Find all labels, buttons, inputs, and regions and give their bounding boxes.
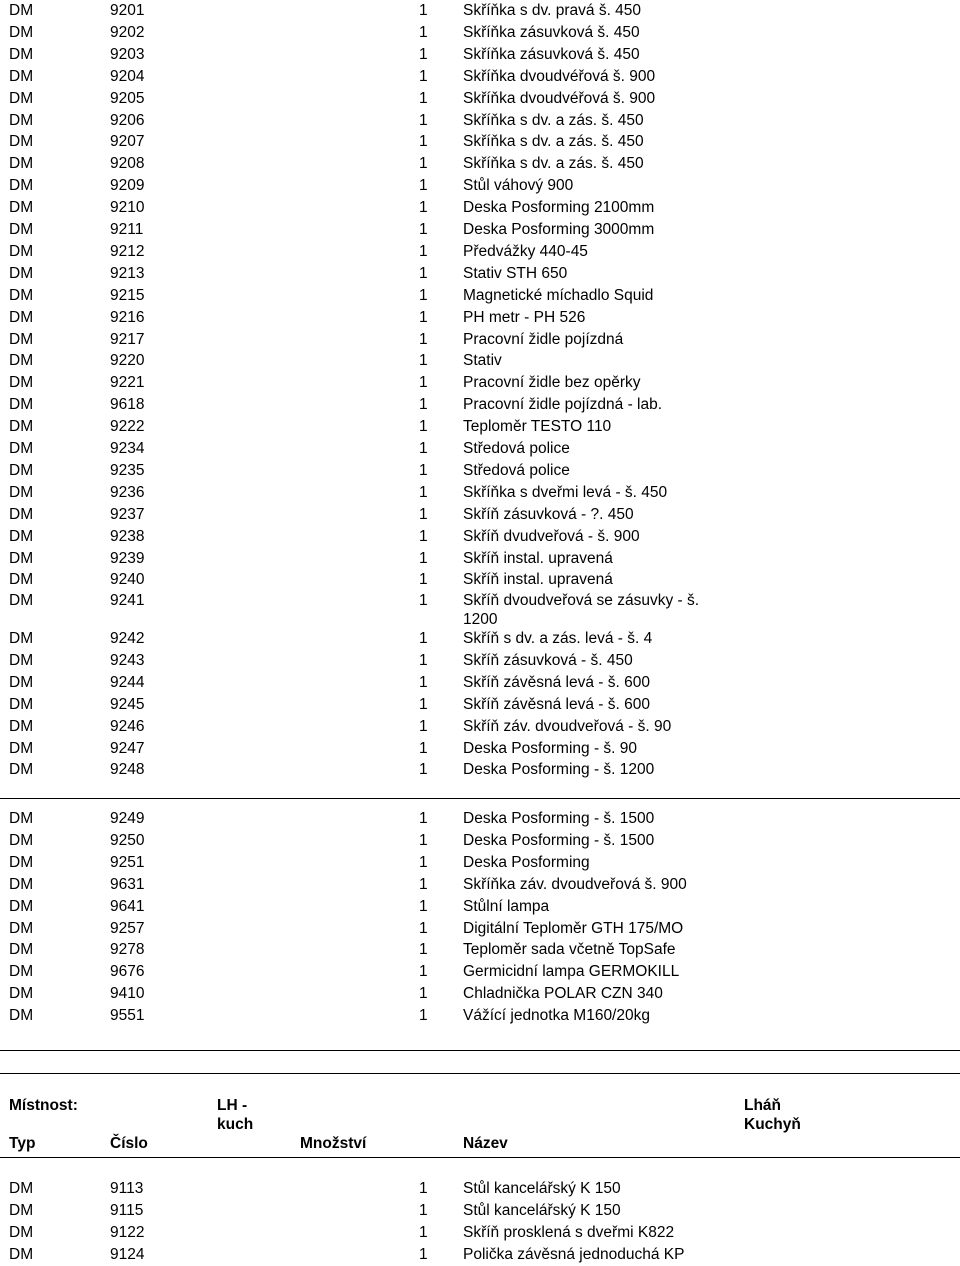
- cell-quantity: 1: [419, 1245, 428, 1263]
- cell-number: 9243: [110, 651, 145, 669]
- cell-type: DM: [9, 89, 34, 107]
- cell-number: 9113: [110, 1180, 144, 1197]
- cell-name: Skříňka záv. dvoudveřová š. 900: [463, 875, 687, 893]
- cell-number: 9257: [110, 919, 145, 937]
- cell-number: 9204: [110, 67, 145, 85]
- cell-number: 9278: [110, 941, 145, 959]
- cell-name: Předvážky 440-45: [463, 242, 588, 260]
- cell-name: Skříň závěsná levá - š. 600: [463, 695, 650, 713]
- cell-name: Stůlní lampa: [463, 897, 550, 915]
- cell-name: Stůl kancelářský K 150: [463, 1201, 621, 1219]
- cell-type: DM: [9, 1223, 34, 1241]
- cell-type: DM: [9, 461, 34, 479]
- cell-quantity: 1: [419, 23, 428, 41]
- cell-quantity: 1: [419, 418, 428, 436]
- cell-type: DM: [9, 897, 34, 915]
- table-row: [0, 460, 960, 482]
- cell-quantity: 1: [419, 45, 428, 63]
- cell-type: DM: [9, 831, 34, 849]
- cell-quantity: 1: [419, 505, 428, 523]
- room-code-line1: LH -: [217, 1097, 248, 1114]
- cell-name: Deska Posforming - š. 90: [463, 739, 638, 757]
- cell-name: Teploměr sada včetně TopSafe: [463, 941, 676, 959]
- cell-name: PH metr - PH 526: [463, 308, 586, 326]
- table-row: [0, 983, 960, 1005]
- cell-type: DM: [9, 2, 34, 19]
- cell-number: 9115: [110, 1201, 144, 1219]
- cell-name: Pracovní židle pojízdná: [463, 330, 624, 348]
- cell-number: 9207: [110, 133, 145, 151]
- cell-type: DM: [9, 527, 34, 545]
- cell-quantity: 1: [419, 985, 428, 1003]
- table-row: [0, 650, 960, 672]
- cell-name: Stůl váhový 900: [463, 177, 574, 195]
- cell-quantity: 1: [419, 831, 428, 849]
- cell-quantity: 1: [419, 111, 428, 129]
- table-row: [0, 66, 960, 88]
- cell-name: Skříň zásuvková - ?. 450: [463, 505, 634, 523]
- cell-quantity: 1: [419, 133, 428, 151]
- table-row: [0, 0, 960, 22]
- cell-quantity: 1: [419, 330, 428, 348]
- cell-type: DM: [9, 111, 34, 129]
- cell-type: DM: [9, 630, 34, 647]
- cell-name: Deska Posforming 3000mm: [463, 221, 655, 238]
- table-row: [0, 197, 960, 219]
- cell-quantity: 1: [419, 695, 428, 713]
- cell-number: 9242: [110, 630, 145, 647]
- room-code-line2: kuch: [217, 1116, 254, 1133]
- cell-number: 9238: [110, 527, 145, 545]
- table-row: [0, 852, 960, 874]
- cell-name: Skříň instal. upravená: [463, 549, 613, 567]
- table-row: [0, 716, 960, 738]
- cell-quantity: 1: [419, 89, 428, 107]
- cell-type: DM: [9, 155, 34, 173]
- cell-type: DM: [9, 1245, 34, 1263]
- table-row: [0, 918, 960, 940]
- cell-quantity: 1: [419, 308, 428, 326]
- cell-quantity: 1: [419, 1007, 428, 1025]
- cell-type: DM: [9, 1201, 34, 1219]
- cell-type: DM: [9, 133, 34, 151]
- cell-type: DM: [9, 242, 34, 260]
- cell-type: DM: [9, 374, 34, 392]
- cell-type: DM: [9, 592, 34, 609]
- cell-type: DM: [9, 199, 34, 217]
- cell-number: 9220: [110, 352, 145, 370]
- cell-type: DM: [9, 177, 34, 195]
- cell-number: 9213: [110, 264, 145, 282]
- divider-line: [0, 1050, 960, 1051]
- cell-quantity: 1: [419, 1180, 428, 1197]
- cell-quantity: 1: [419, 919, 428, 937]
- cell-name: Digitální Teploměr GTH 175/MO: [463, 919, 684, 937]
- table-row: [0, 416, 960, 438]
- cell-type: DM: [9, 761, 34, 779]
- cell-type: DM: [9, 23, 34, 41]
- table-row: [0, 131, 960, 153]
- cell-type: DM: [9, 505, 34, 523]
- cell-number: 9618: [110, 396, 145, 414]
- table-row: [0, 830, 960, 852]
- cell-name: Skříňka s dveřmi levá - š. 450: [463, 483, 668, 501]
- table-row: [0, 307, 960, 329]
- cell-type: DM: [9, 352, 34, 370]
- cell-name: Středová police: [463, 461, 570, 479]
- cell-name: Středová police: [463, 440, 570, 457]
- cell-quantity: 1: [419, 571, 428, 589]
- table-row: [0, 482, 960, 504]
- cell-type: DM: [9, 919, 34, 937]
- cell-quantity: 1: [419, 1201, 428, 1219]
- cell-quantity: 1: [419, 2, 428, 19]
- cell-quantity: 1: [419, 963, 428, 981]
- cell-type: DM: [9, 875, 34, 893]
- cell-quantity: 1: [419, 549, 428, 567]
- cell-type: DM: [9, 286, 34, 304]
- cell-type: DM: [9, 45, 34, 63]
- table-row: [0, 263, 960, 285]
- cell-number: 9247: [110, 739, 145, 757]
- table-row: [0, 1178, 960, 1200]
- cell-name: Magnetické míchadlo Squid: [463, 286, 654, 304]
- cell-quantity: 1: [419, 396, 428, 414]
- cell-type: DM: [9, 941, 34, 959]
- cell-name: Skříňka zásuvková š. 450: [463, 23, 640, 41]
- cell-quantity: 1: [419, 941, 428, 959]
- cell-quantity: 1: [419, 592, 428, 609]
- cell-number: 9237: [110, 505, 145, 523]
- table-row: [0, 738, 960, 760]
- divider-line: [0, 1073, 960, 1074]
- cell-name: Skříňka s dv. a zás. š. 450: [463, 133, 644, 151]
- cell-quantity: 1: [419, 761, 428, 779]
- cell-quantity: 1: [419, 853, 428, 871]
- cell-name: Skříňka s dv. a zás. š. 450: [463, 111, 644, 129]
- cell-quantity: 1: [419, 177, 428, 195]
- divider-line: [0, 1157, 960, 1158]
- column-header-name: Název: [463, 1135, 508, 1152]
- cell-name: Skříň záv. dvoudveřová - š. 90: [463, 717, 672, 735]
- cell-type: DM: [9, 483, 34, 501]
- cell-quantity: 1: [419, 1223, 428, 1241]
- table-row: [0, 672, 960, 694]
- table-row: [0, 896, 960, 918]
- table-row: [0, 759, 960, 781]
- cell-number: 9631: [110, 875, 145, 893]
- table-row: [0, 219, 960, 241]
- cell-quantity: 1: [419, 527, 428, 545]
- cell-name: Deska Posforming - š. 1500: [463, 810, 655, 827]
- cell-type: DM: [9, 440, 34, 457]
- cell-quantity: 1: [419, 717, 428, 735]
- cell-name: Skříň dvudveřová - š. 900: [463, 527, 640, 545]
- cell-name: Vážící jednotka M160/20kg: [463, 1007, 650, 1025]
- cell-quantity: 1: [419, 483, 428, 501]
- cell-number: 9201: [110, 2, 145, 19]
- cell-type: DM: [9, 308, 34, 326]
- cell-name: Deska Posforming 2100mm: [463, 199, 655, 217]
- cell-type: DM: [9, 330, 34, 348]
- cell-number: 9239: [110, 549, 145, 567]
- cell-number: 9222: [110, 418, 145, 436]
- cell-name: Skříňka s dv. a zás. š. 450: [463, 155, 644, 173]
- cell-name: Skříň s dv. a zás. levá - š. 4: [463, 630, 653, 647]
- table-row: [0, 88, 960, 110]
- table-row: [0, 372, 960, 394]
- cell-quantity: 1: [419, 440, 428, 457]
- room-name-line1: Lháň: [744, 1097, 782, 1114]
- cell-number: 9215: [110, 286, 145, 304]
- cell-number: 9211: [110, 221, 144, 238]
- cell-name: Skříň instal. upravená: [463, 571, 613, 589]
- cell-type: DM: [9, 1007, 34, 1025]
- room-code: [217, 1096, 253, 1134]
- cell-number: 9245: [110, 695, 145, 713]
- table-row: [0, 694, 960, 716]
- cell-quantity: 1: [419, 810, 428, 827]
- cell-name-continued: 1200: [463, 611, 498, 628]
- cell-type: DM: [9, 853, 34, 871]
- cell-number: 9551: [110, 1007, 145, 1025]
- cell-number: 9246: [110, 717, 145, 735]
- table-row: [0, 569, 960, 591]
- cell-number: 9244: [110, 673, 145, 691]
- cell-number: 9202: [110, 23, 145, 41]
- table-row: [0, 1222, 960, 1244]
- room-name: [744, 1096, 801, 1134]
- cell-quantity: 1: [419, 221, 428, 238]
- table-row: [0, 110, 960, 132]
- cell-number: 9208: [110, 155, 145, 173]
- cell-number: 9236: [110, 483, 145, 501]
- table-row: [0, 808, 960, 830]
- table-row: [0, 175, 960, 197]
- cell-number: 9210: [110, 199, 145, 217]
- cell-number: 9250: [110, 831, 145, 849]
- table-row: [0, 241, 960, 263]
- table-row: [0, 1200, 960, 1222]
- cell-type: DM: [9, 221, 34, 238]
- divider-line: [0, 798, 960, 799]
- cell-number: 9641: [110, 897, 145, 915]
- cell-number: 9124: [110, 1245, 145, 1263]
- cell-type: DM: [9, 963, 34, 981]
- cell-quantity: 1: [419, 352, 428, 370]
- cell-type: DM: [9, 739, 34, 757]
- table-row: [0, 1244, 960, 1266]
- table-row: [0, 1005, 960, 1027]
- cell-quantity: 1: [419, 67, 428, 85]
- cell-quantity: 1: [419, 651, 428, 669]
- cell-number: 9248: [110, 761, 145, 779]
- table-row: [0, 504, 960, 526]
- table-row: [0, 350, 960, 372]
- cell-number: 9205: [110, 89, 145, 107]
- cell-number: 9212: [110, 242, 145, 260]
- table-row: [0, 628, 960, 650]
- column-header-type: Typ: [9, 1135, 36, 1152]
- cell-name: Skříňka dvoudvéřová š. 900: [463, 89, 656, 107]
- cell-number: 9221: [110, 374, 145, 392]
- cell-number: 9209: [110, 177, 145, 195]
- cell-number: 9234: [110, 440, 145, 457]
- cell-number: 9241: [110, 592, 145, 609]
- cell-number: 9122: [110, 1223, 145, 1241]
- table-row: [0, 153, 960, 175]
- cell-number: 9251: [110, 853, 145, 871]
- cell-number: 9235: [110, 461, 145, 479]
- table-row: [0, 394, 960, 416]
- table-row: [0, 44, 960, 66]
- cell-type: DM: [9, 673, 34, 691]
- table-row: [0, 961, 960, 983]
- cell-type: DM: [9, 695, 34, 713]
- table-row: [0, 526, 960, 548]
- room-name-line2: Kuchyň: [744, 1116, 801, 1133]
- cell-number: 9249: [110, 810, 145, 827]
- cell-name: Pracovní židle pojízdná - lab.: [463, 396, 663, 414]
- cell-type: DM: [9, 264, 34, 282]
- cell-name: Teploměr TESTO 110: [463, 418, 612, 436]
- cell-name: Chladnička POLAR CZN 340: [463, 985, 663, 1003]
- cell-number: 9203: [110, 45, 145, 63]
- table-row: [0, 285, 960, 307]
- cell-name: Deska Posforming - š. 1500: [463, 831, 655, 849]
- table-row: [0, 874, 960, 896]
- cell-name: Skříňka s dv. pravá š. 450: [463, 2, 642, 19]
- cell-quantity: 1: [419, 199, 428, 217]
- cell-quantity: 1: [419, 673, 428, 691]
- cell-quantity: 1: [419, 155, 428, 173]
- cell-name: Skříňka zásuvková š. 450: [463, 45, 640, 63]
- cell-name: Stativ STH 650: [463, 264, 568, 282]
- table-row: [0, 939, 960, 961]
- room-label: Místnost:: [9, 1097, 78, 1114]
- cell-name: Stativ: [463, 352, 502, 370]
- cell-type: DM: [9, 67, 34, 85]
- cell-number: 9410: [110, 985, 145, 1003]
- cell-name: Stůl kancelářský K 150: [463, 1180, 621, 1197]
- table-row: [0, 548, 960, 570]
- cell-quantity: 1: [419, 461, 428, 479]
- cell-name: Deska Posforming: [463, 853, 590, 871]
- cell-type: DM: [9, 985, 34, 1003]
- cell-name: Polička závěsná jednoduchá KP: [463, 1245, 685, 1263]
- cell-number: 9206: [110, 111, 145, 129]
- table-row: [0, 438, 960, 460]
- cell-name: Skříň zásuvková - š. 450: [463, 651, 633, 669]
- cell-quantity: 1: [419, 739, 428, 757]
- cell-type: DM: [9, 549, 34, 567]
- cell-name: Skříň závěsná levá - š. 600: [463, 673, 650, 691]
- cell-name: Germicidní lampa GERMOKILL: [463, 963, 680, 981]
- cell-quantity: 1: [419, 875, 428, 893]
- cell-quantity: 1: [419, 242, 428, 260]
- cell-type: DM: [9, 571, 34, 589]
- cell-number: 9216: [110, 308, 145, 326]
- cell-quantity: 1: [419, 897, 428, 915]
- column-header-number: Číslo: [110, 1135, 148, 1152]
- cell-number: 9240: [110, 571, 145, 589]
- cell-quantity: 1: [419, 630, 428, 647]
- cell-name: Pracovní židle bez opěrky: [463, 374, 641, 392]
- cell-type: DM: [9, 651, 34, 669]
- cell-type: DM: [9, 717, 34, 735]
- cell-quantity: 1: [419, 286, 428, 304]
- cell-type: DM: [9, 1180, 34, 1197]
- table-row: [0, 22, 960, 44]
- table-row: [0, 329, 960, 351]
- cell-name: Skříň prosklená s dveřmi K822: [463, 1223, 675, 1241]
- cell-type: DM: [9, 810, 34, 827]
- cell-name: Skříňka dvoudvéřová š. 900: [463, 67, 656, 85]
- cell-number: 9217: [110, 330, 145, 348]
- cell-type: DM: [9, 396, 34, 414]
- cell-name: Skříň dvoudveřová se zásuvky - š.: [463, 592, 700, 609]
- cell-quantity: 1: [419, 264, 428, 282]
- cell-name: Deska Posforming - š. 1200: [463, 761, 655, 779]
- cell-type: DM: [9, 418, 34, 436]
- column-header-quantity: Množství: [300, 1135, 367, 1152]
- cell-quantity: 1: [419, 374, 428, 392]
- cell-number: 9676: [110, 963, 145, 981]
